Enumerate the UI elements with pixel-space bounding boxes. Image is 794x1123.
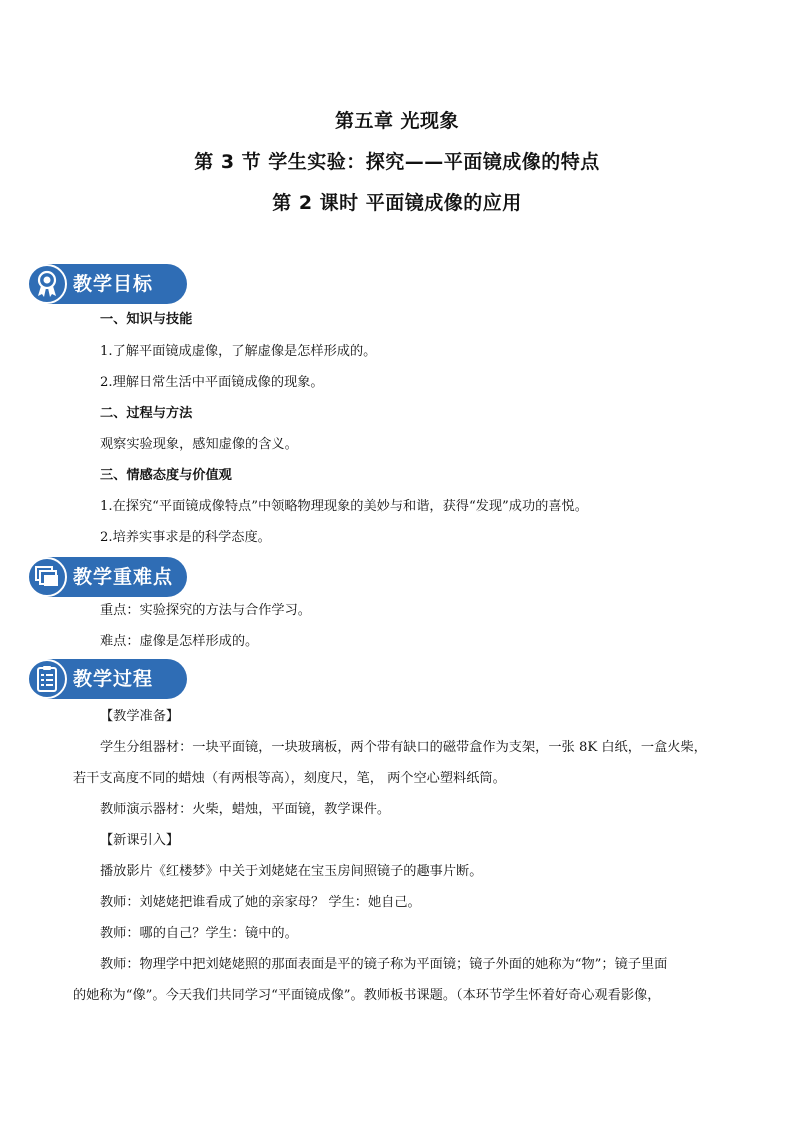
objectives-heading-1: 一、知识与技能 <box>100 312 193 327</box>
stacked-pages-icon <box>27 557 67 597</box>
process-teacher-equipment: 教师演示器材：火柴，蜡烛，平面镜，教学课件。 <box>100 802 391 817</box>
process-student-equipment-cont: 若干支高度不同的蜡烛（有两根等高），刻度尺，笔， 两个空心塑料纸筒。 <box>73 771 506 786</box>
process-intro-text: 播放影片《红楼梦》中关于刘姥姥在宝玉房间照镜子的趣事片断。 <box>100 864 483 879</box>
objectives-heading-3: 三、情感态度与价值观 <box>100 468 232 483</box>
process-dialog-1: 教师：刘姥姥把谁看成了她的亲家母？ 学生：她自己。 <box>100 895 421 910</box>
lesson-title: 第 2 课时 平面镜成像的应用 <box>272 192 522 214</box>
process-dialog-3: 教师：物理学中把刘姥姥照的那面表面是平的镜子称为平面镜；镜子外面的她称为“物”；镜子里面 <box>100 957 668 972</box>
award-ribbon-icon <box>27 264 67 304</box>
process-dialog-2: 教师：哪的自己？学生：镜中的。 <box>100 926 298 941</box>
objectives-item-2: 2.理解日常生活中平面镜成像的现象。 <box>100 375 324 390</box>
process-heading-prep: 【教学准备】 <box>100 709 180 724</box>
objectives-item-4: 1.在探究“平面镜成像特点”中领略物理现象的美妙与和谐，获得“发现”成功的喜悦。 <box>100 499 588 514</box>
objectives-item-5: 2.培养实事求是的科学态度。 <box>100 530 271 545</box>
process-heading-intro: 【新课引入】 <box>100 833 180 848</box>
objectives-banner <box>27 264 187 304</box>
keypoints-focus: 重点：实验探究的方法与合作学习。 <box>100 603 311 618</box>
process-dialog-3-cont: 的她称为“像”。今天我们共同学习“平面镜成像”。教师板书课题。（本环节学生怀着好奇心观看影像， <box>73 988 661 1003</box>
objectives-item-3: 观察实验现象，感知虚像的含义。 <box>100 437 298 452</box>
clipboard-list-icon <box>27 659 67 699</box>
keypoints-banner-label: 教学重难点 <box>73 566 174 588</box>
objectives-item-1: 1.了解平面镜成虚像，了解虚像是怎样形成的。 <box>100 344 377 359</box>
section-title: 第 3 节 学生实验：探究——平面镜成像的特点 <box>194 151 600 173</box>
chapter-title: 第五章 光现象 <box>334 110 460 132</box>
process-banner <box>27 659 187 699</box>
process-student-equipment: 学生分组器材：一块平面镜，一块玻璃板，两个带有缺口的磁带盒作为支架，一张 8K 白纸，一盒火柴， <box>100 740 707 755</box>
keypoints-banner <box>27 557 187 597</box>
objectives-banner-label: 教学目标 <box>73 273 154 295</box>
keypoints-difficulty: 难点：虚像是怎样形成的。 <box>100 634 259 649</box>
process-banner-label: 教学过程 <box>73 668 154 690</box>
objectives-heading-2: 二、过程与方法 <box>100 406 193 421</box>
